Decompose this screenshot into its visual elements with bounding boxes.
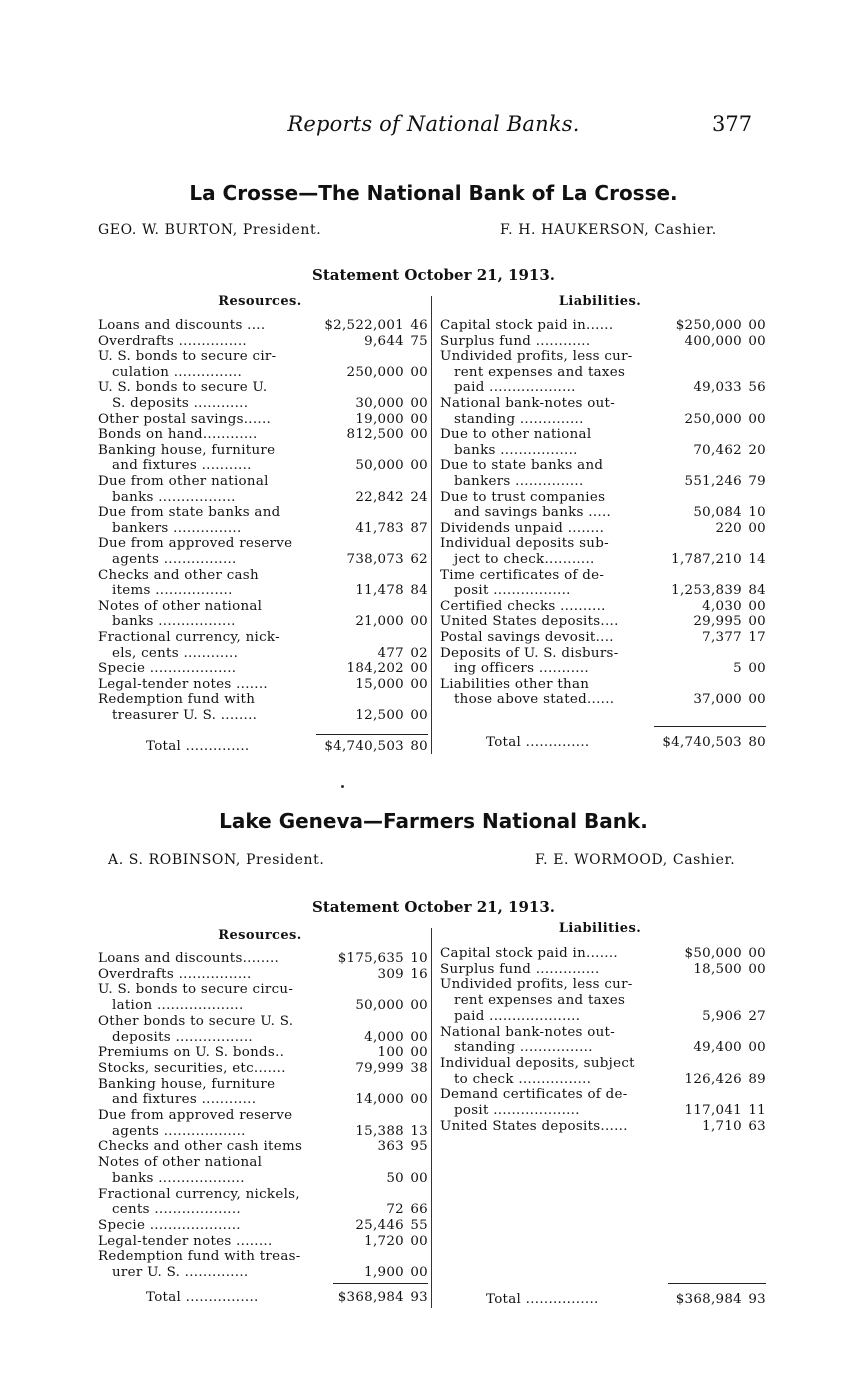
president-name: GEO. W. BURTON, President. bbox=[98, 222, 322, 238]
entry-dollars: 37,000 bbox=[693, 692, 742, 708]
entry-label: bankers ............... bbox=[454, 474, 584, 489]
entry-dollars: 50,000 bbox=[355, 998, 404, 1014]
liabilities-heading: Liabilities. bbox=[558, 921, 642, 936]
entry-dollars: 184,202 bbox=[346, 661, 404, 677]
entry-cents: 56 bbox=[748, 380, 766, 396]
entry-dollars: 79,999 bbox=[355, 1060, 404, 1076]
entry-label: Overdrafts ............... bbox=[98, 333, 247, 349]
liabilities-heading: Liabilities. bbox=[558, 294, 642, 309]
entry-label: banks ................. bbox=[454, 442, 578, 458]
entry-dollars: 50,084 bbox=[693, 505, 742, 521]
entry-cents: 27 bbox=[748, 1008, 766, 1024]
entry-cents: 00 bbox=[748, 1040, 766, 1056]
entry-dollars: 738,073 bbox=[346, 552, 404, 567]
entry-label: Surplus fund .............. bbox=[440, 961, 600, 977]
entry-dollars: 400,000 bbox=[684, 333, 742, 349]
entry-cents: 00 bbox=[748, 411, 766, 427]
entry-dollars: 1,720 bbox=[364, 1233, 404, 1249]
entry-label: Redemption fund with bbox=[98, 692, 256, 708]
entry-cents: 20 bbox=[748, 442, 766, 458]
entry-cents: 00 bbox=[748, 598, 766, 614]
total-cents: 93 bbox=[748, 1292, 766, 1307]
entry-dollars: 309 bbox=[377, 966, 404, 982]
entry-label: National bank-notes out- bbox=[440, 396, 616, 411]
entry-label: United States deposits.... bbox=[440, 614, 619, 630]
entry-dollars: 250,000 bbox=[346, 364, 404, 380]
entry-label: Due from approved reserve bbox=[98, 1108, 293, 1123]
entry-cents: 00 bbox=[410, 396, 428, 411]
entry-label: els, cents ............ bbox=[112, 645, 239, 661]
entry-cents: 00 bbox=[410, 1170, 428, 1186]
entry-cents: 02 bbox=[410, 645, 428, 661]
total-row bbox=[146, 739, 428, 757]
entry-label: cents ................... bbox=[112, 1202, 241, 1218]
entry-dollars: 1,253,839 bbox=[671, 583, 742, 599]
entry-dollars: $2,522,001 bbox=[324, 318, 404, 333]
entry-label: Postal savings devosit.... bbox=[440, 630, 614, 645]
entry-label: posit ................... bbox=[454, 1103, 580, 1118]
entry-label: National bank-notes out- bbox=[440, 1024, 616, 1040]
entry-label: Redemption fund with treas- bbox=[98, 1249, 301, 1265]
entry-cents: 66 bbox=[410, 1202, 428, 1218]
entry-label: items ................. bbox=[112, 583, 233, 599]
entry-dollars: 18,500 bbox=[693, 961, 742, 977]
entry-label: Specie ................... bbox=[98, 661, 237, 677]
entry-label: Undivided profits, less cur- bbox=[440, 977, 633, 993]
entry-dollars: 117,041 bbox=[684, 1103, 742, 1118]
resources-table bbox=[98, 318, 428, 738]
entry-dollars: 49,400 bbox=[693, 1040, 742, 1056]
entry-label: Overdrafts ................ bbox=[98, 966, 252, 982]
entry-label: Loans and discounts .... bbox=[98, 318, 266, 333]
entry-dollars: 70,462 bbox=[693, 442, 742, 458]
entry-label: Specie .................... bbox=[98, 1217, 241, 1233]
total-row bbox=[146, 1290, 428, 1308]
entry-label: agents ................ bbox=[112, 552, 237, 567]
entry-cents: 00 bbox=[748, 692, 766, 708]
entry-cents: 95 bbox=[410, 1139, 428, 1155]
entry-label: Stocks, securities, etc....... bbox=[98, 1060, 286, 1076]
entry-label: bankers ............... bbox=[112, 520, 242, 536]
entry-cents: 00 bbox=[748, 961, 766, 977]
entry-label: treasurer U. S. ........ bbox=[112, 708, 258, 723]
entry-label: standing .............. bbox=[454, 411, 584, 427]
entry-dollars: 1,900 bbox=[364, 1265, 404, 1280]
entry-cents: 00 bbox=[410, 364, 428, 380]
bank-title: Lake Geneva—Farmers National Bank. bbox=[219, 809, 648, 833]
entry-label: Bonds on hand............ bbox=[98, 427, 258, 443]
entry-label: Individual deposits sub- bbox=[440, 536, 609, 552]
entry-label: standing ................ bbox=[454, 1040, 593, 1056]
entry-cents: 63 bbox=[748, 1118, 766, 1134]
entry-cents: 00 bbox=[410, 1265, 428, 1280]
total-dollars: $368,984 bbox=[675, 1292, 742, 1307]
total-dollars: $4,740,503 bbox=[324, 739, 404, 754]
entry-dollars: 4,030 bbox=[702, 598, 742, 614]
entry-cents: 00 bbox=[410, 998, 428, 1014]
entry-label: and savings banks ..... bbox=[454, 505, 612, 521]
entry-cents: 00 bbox=[748, 333, 766, 349]
entry-dollars: $50,000 bbox=[684, 946, 742, 961]
entry-dollars: $250,000 bbox=[675, 318, 742, 333]
entry-dollars: 220 bbox=[715, 520, 742, 536]
resources-heading: Resources. bbox=[218, 294, 302, 309]
total-rule bbox=[654, 726, 766, 727]
entry-cents: 46 bbox=[410, 318, 428, 333]
entry-dollars: 812,500 bbox=[346, 427, 404, 443]
entry-label: Due to state banks and bbox=[440, 458, 604, 474]
entry-label: Dividends unpaid ........ bbox=[440, 520, 605, 536]
entry-dollars: 9,644 bbox=[364, 333, 404, 349]
entry-dollars: 100 bbox=[377, 1045, 404, 1061]
entry-label: Liabilities other than bbox=[440, 676, 590, 692]
total-label: Total .............. bbox=[486, 735, 590, 750]
entry-label: to check ................ bbox=[454, 1071, 592, 1087]
entry-label: banks ................. bbox=[112, 489, 236, 505]
entry-label: Legal-tender notes ........ bbox=[98, 1233, 273, 1249]
entry-cents: 84 bbox=[748, 583, 766, 599]
statement-heading: Statement October 21, 1913. bbox=[311, 266, 555, 284]
entry-cents: 38 bbox=[410, 1060, 428, 1076]
entry-dollars: 30,000 bbox=[355, 396, 404, 411]
entry-label: Loans and discounts........ bbox=[98, 951, 280, 966]
cashier-name: F. H. HAUKERSON, Cashier. bbox=[500, 222, 717, 238]
entry-label: Demand certificates of de- bbox=[440, 1087, 628, 1103]
resources-table bbox=[98, 951, 428, 1281]
entry-label: Due from approved reserve bbox=[98, 536, 293, 552]
entry-dollars: 4,000 bbox=[364, 1029, 404, 1045]
entry-label: and fixtures ............ bbox=[112, 1092, 257, 1108]
entry-label: Banking house, furniture bbox=[98, 442, 276, 458]
entry-cents: 14 bbox=[748, 552, 766, 567]
cashier-name: F. E. WORMOOD, Cashier. bbox=[535, 852, 736, 868]
entry-label: Legal-tender notes ....... bbox=[98, 676, 268, 692]
entry-dollars: 72 bbox=[386, 1202, 404, 1218]
total-row bbox=[486, 1292, 766, 1310]
entry-cents: 24 bbox=[410, 489, 428, 505]
entry-label: U. S. bonds to secure cir- bbox=[98, 349, 277, 365]
entry-label: Fractional currency, nick- bbox=[98, 630, 280, 645]
entry-label: Checks and other cash bbox=[98, 567, 259, 583]
entry-label: Surplus fund ............ bbox=[440, 333, 591, 349]
total-cents: 93 bbox=[410, 1290, 428, 1305]
entry-cents: 00 bbox=[410, 1029, 428, 1045]
entry-cents: 84 bbox=[410, 583, 428, 599]
entry-dollars: 477 bbox=[377, 645, 404, 661]
entry-label: Other bonds to secure U. S. bbox=[98, 1013, 294, 1029]
entry-label: deposits ................. bbox=[112, 1029, 253, 1045]
entry-cents: 16 bbox=[410, 966, 428, 982]
president-name: A. S. ROBINSON, President. bbox=[108, 852, 325, 868]
entry-label: posit ................. bbox=[454, 583, 571, 599]
entry-label: culation ............... bbox=[112, 364, 243, 380]
entry-dollars: 5 bbox=[733, 661, 742, 677]
entry-label: U. S. bonds to secure circu- bbox=[98, 982, 294, 998]
entry-cents: 62 bbox=[410, 552, 428, 567]
total-cents: 80 bbox=[748, 735, 766, 750]
entry-label: S. deposits ............ bbox=[112, 396, 249, 411]
entry-label: Deposits of U. S. disburs- bbox=[440, 645, 619, 661]
entry-cents: 13 bbox=[410, 1123, 428, 1139]
entry-cents: 10 bbox=[748, 505, 766, 521]
entry-label: banks ................... bbox=[112, 1170, 245, 1186]
entry-dollars: 363 bbox=[377, 1139, 404, 1155]
entry-dollars: 1,787,210 bbox=[671, 552, 742, 567]
total-rule bbox=[668, 1283, 766, 1284]
entry-cents: 79 bbox=[748, 474, 766, 489]
entry-cents: 00 bbox=[748, 661, 766, 677]
resources-heading: Resources. bbox=[218, 928, 302, 943]
entry-cents: 00 bbox=[410, 427, 428, 443]
column-divider bbox=[431, 296, 432, 754]
entry-label: Due to other national bbox=[440, 427, 592, 443]
entry-cents: 00 bbox=[748, 614, 766, 630]
entry-label: rent expenses and taxes bbox=[454, 364, 626, 380]
entry-label: agents .................. bbox=[112, 1123, 246, 1139]
entry-label: those above stated...... bbox=[454, 692, 615, 708]
entry-cents: 11 bbox=[748, 1103, 766, 1118]
entry-label: ing officers ........... bbox=[454, 661, 589, 677]
entry-dollars: $175,635 bbox=[337, 951, 404, 966]
column-divider bbox=[431, 928, 432, 1308]
entry-cents: 00 bbox=[410, 1045, 428, 1061]
entry-dollars: 12,500 bbox=[355, 708, 404, 723]
entry-dollars: 15,000 bbox=[355, 676, 404, 692]
entry-dollars: 22,842 bbox=[355, 489, 404, 505]
entry-label: Notes of other national bbox=[98, 598, 263, 614]
entry-dollars: 50 bbox=[386, 1170, 404, 1186]
entry-cents: 00 bbox=[748, 946, 766, 961]
entry-dollars: 49,033 bbox=[693, 380, 742, 396]
entry-dollars: 126,426 bbox=[684, 1071, 742, 1087]
specks bbox=[341, 785, 344, 788]
entry-cents: 10 bbox=[410, 951, 428, 966]
entry-cents: 00 bbox=[748, 318, 766, 333]
entry-label: Checks and other cash items bbox=[98, 1139, 303, 1155]
entry-label: Premiums on U. S. bonds.. bbox=[98, 1045, 285, 1061]
entry-label: lation ................... bbox=[112, 998, 244, 1014]
entry-dollars: 11,478 bbox=[355, 583, 404, 599]
entry-label: ject to check........... bbox=[454, 552, 595, 567]
entry-cents: 00 bbox=[410, 676, 428, 692]
entry-cents: 00 bbox=[410, 708, 428, 723]
total-rule bbox=[316, 734, 428, 735]
entry-dollars: 250,000 bbox=[684, 411, 742, 427]
liabilities-table bbox=[440, 318, 766, 738]
entry-label: Capital stock paid in....... bbox=[440, 946, 618, 961]
total-label: Total .............. bbox=[146, 739, 250, 754]
entry-label: Individual deposits, subject bbox=[440, 1055, 635, 1071]
total-dollars: $4,740,503 bbox=[662, 735, 742, 750]
entry-cents: 75 bbox=[410, 333, 428, 349]
entry-label: U. S. bonds to secure U. bbox=[98, 380, 268, 396]
page-number: 377 bbox=[712, 112, 753, 136]
entry-label: Notes of other national bbox=[98, 1155, 263, 1171]
entry-cents: 00 bbox=[410, 411, 428, 427]
entry-label: Due from state banks and bbox=[98, 505, 281, 521]
entry-dollars: 19,000 bbox=[355, 411, 404, 427]
entry-cents: 89 bbox=[748, 1071, 766, 1087]
entry-cents: 00 bbox=[410, 458, 428, 474]
statement-heading: Statement October 21, 1913. bbox=[311, 898, 555, 916]
entry-label: urer U. S. .............. bbox=[112, 1265, 249, 1280]
total-label: Total ................ bbox=[146, 1290, 259, 1305]
total-dollars: $368,984 bbox=[337, 1290, 404, 1305]
entry-label: Banking house, furniture bbox=[98, 1076, 276, 1092]
entry-cents: 00 bbox=[410, 1233, 428, 1249]
entry-label: Other postal savings...... bbox=[98, 411, 272, 427]
entry-label: Fractional currency, nickels, bbox=[98, 1186, 300, 1202]
entry-dollars: 41,783 bbox=[355, 520, 404, 536]
entry-dollars: 1,710 bbox=[702, 1118, 742, 1134]
entry-cents: 00 bbox=[410, 661, 428, 677]
entry-cents: 17 bbox=[748, 630, 766, 645]
entry-cents: 00 bbox=[748, 520, 766, 536]
running-title: Reports of National Banks. bbox=[287, 112, 580, 136]
entry-label: paid ................... bbox=[454, 380, 576, 396]
entry-label: Due from other national bbox=[98, 474, 269, 489]
entry-dollars: 25,446 bbox=[355, 1217, 404, 1233]
entry-label: and fixtures ........... bbox=[112, 458, 252, 474]
entry-label: rent expenses and taxes bbox=[454, 993, 626, 1009]
liabilities-table bbox=[440, 946, 766, 1146]
entry-label: United States deposits...... bbox=[440, 1118, 628, 1134]
entry-label: paid .................... bbox=[454, 1008, 581, 1024]
entry-label: Certified checks .......... bbox=[440, 598, 606, 614]
entry-cents: 00 bbox=[410, 1092, 428, 1108]
bank-title: La Crosse—The National Bank of La Crosse. bbox=[189, 181, 678, 205]
entry-label: Capital stock paid in...... bbox=[440, 318, 614, 333]
entry-dollars: 29,995 bbox=[693, 614, 742, 630]
entry-label: banks ................. bbox=[112, 614, 236, 630]
entry-dollars: 21,000 bbox=[355, 614, 404, 630]
entry-dollars: 5,906 bbox=[702, 1008, 742, 1024]
total-rule bbox=[333, 1283, 428, 1284]
total-label: Total ................ bbox=[486, 1292, 599, 1307]
entry-dollars: 14,000 bbox=[355, 1092, 404, 1108]
total-row bbox=[486, 735, 766, 753]
entry-dollars: 50,000 bbox=[355, 458, 404, 474]
entry-cents: 00 bbox=[410, 614, 428, 630]
entry-label: Undivided profits, less cur- bbox=[440, 349, 633, 365]
entry-cents: 87 bbox=[410, 520, 428, 536]
entry-cents: 55 bbox=[410, 1217, 428, 1233]
entry-label: Due to trust companies bbox=[440, 489, 606, 505]
entry-dollars: 15,388 bbox=[355, 1123, 404, 1139]
total-cents: 80 bbox=[410, 739, 428, 754]
entry-dollars: 7,377 bbox=[702, 630, 742, 645]
entry-dollars: 551,246 bbox=[684, 474, 742, 489]
entry-label: Time certificates of de- bbox=[440, 567, 605, 583]
